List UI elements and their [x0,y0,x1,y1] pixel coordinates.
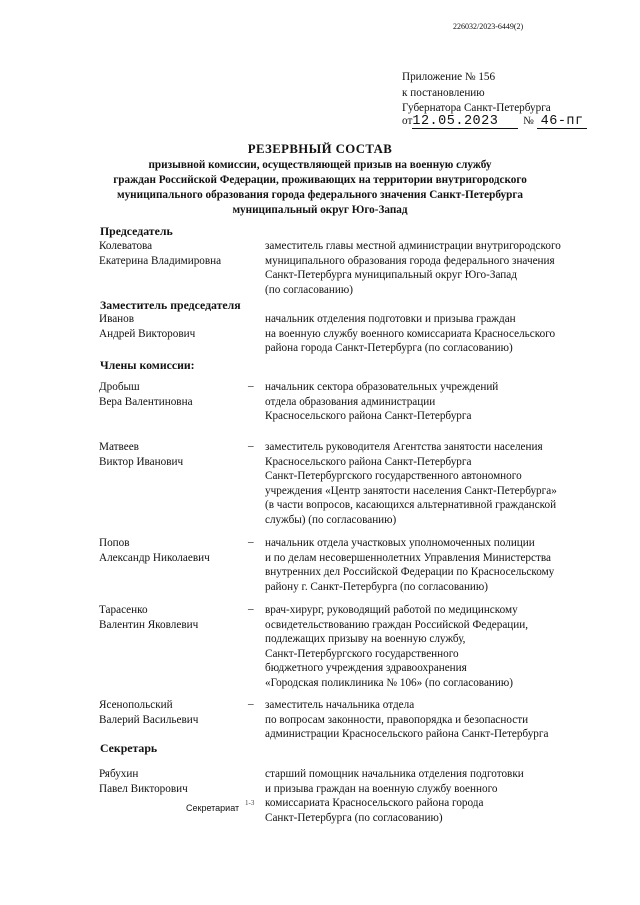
number-prefix: № [523,115,534,127]
surname: Иванов [99,313,135,325]
given-name: Екатерина Владимировна [99,254,222,267]
appendix-line-1: Приложение № 156 [402,71,496,83]
surname: Дробыш [99,381,140,393]
dash-separator: – [248,380,254,392]
person-member-4-name [99,603,198,632]
section-members: Члены комиссии: [100,358,195,372]
position-line: внутренних дел Российской Федерации по Красносельскому [265,566,555,579]
document-number: 226032/2023-6449(2) [453,22,524,31]
person-member-2-position [265,440,557,528]
person-member-3-position [265,536,554,594]
position-line: службы) (по согласованию) [265,513,397,526]
position-line: начальник отдела участковых уполномоченных полиции [265,537,535,549]
date-field [412,115,518,129]
date-prefix: от [402,115,413,127]
position-line: старший помощник начальника отделения подготовки [265,768,524,780]
given-name: Вера Валентиновна [99,395,193,408]
dash-separator: – [248,440,254,452]
person-member-4-position [265,603,528,691]
position-line: начальник сектора образовательных учреждений [265,381,499,393]
position-line: и призыва граждан на военную службу военного [265,782,498,795]
person-secretary-position [265,767,524,825]
section-deputy: Заместитель председателя [100,298,241,312]
position-line: Санкт-Петербургского государственного [265,647,459,660]
dash-separator: – [248,603,254,615]
given-name: Виктор Иванович [99,455,184,468]
subtitle-line-1: призывной комиссии, осуществляющей призыв на военную службу [148,159,492,171]
subtitle-line-2: граждан Российской Федерации, проживающих на территории внутригородского [113,174,527,186]
given-name: Александр Николаевич [99,551,210,564]
position-line: района города Санкт-Петербурга (по согласованию) [265,342,513,355]
person-secretary-name [99,767,188,796]
position-line: освидетельствованию граждан Российской Федерации, [265,618,529,631]
person-chairman-position [265,239,561,297]
surname: Тарасенко [99,604,148,616]
position-line: Санкт-Петербурга муниципальный округ Юго-Запад [265,269,517,282]
surname: Рябухин [99,768,139,780]
person-member-1-name [99,380,193,409]
position-line: комиссариата Красносельского района города [265,797,484,810]
position-line: (по согласованию) [265,283,353,296]
person-deputy-position [265,312,555,356]
position-line: бюджетного учреждения здравоохранения [265,662,467,675]
position-line: учреждения «Центр занятости населения Санкт-Петербурга» [265,484,557,497]
surname: Попов [99,537,130,549]
position-line: Красносельского района Санкт-Петербурга [265,410,472,423]
person-chairman-name [99,239,221,268]
position-line: по вопросам законности, правопорядка и безопасности [265,713,529,726]
person-member-5-position [265,698,548,742]
position-line: району г. Санкт-Петербурга (по согласованию) [265,580,488,593]
secretariat-stamp: Секретариат [186,803,240,813]
position-line: на военную службу военного комиссариата Красносельского [265,327,556,340]
subtitle-line-4: муниципальный округ Юго-Запад [232,204,408,216]
position-line: (в части вопросов, касающихся альтернативной гражданской [265,499,557,512]
dash-separator: – [248,698,254,710]
given-name: Павел Викторович [99,782,188,795]
position-line: начальник отделения подготовки и призыва граждан [265,313,516,325]
surname: Ясенопольский [99,699,173,711]
position-line: муниципального образования города федерального значения [265,254,555,267]
position-line: администрации Красносельского района Санкт-Петербурга [265,728,549,741]
given-name: Валерий Васильевич [99,713,199,726]
stamp-mark: 1-3 [245,799,255,807]
given-name: Андрей Викторович [99,327,196,340]
appendix-line-2: к постановлению [402,87,485,99]
subtitle-line-3: муниципального образования города федерального значения Санкт-Петербурга [116,189,524,201]
surname: Колеватова [99,240,153,252]
position-line: заместитель главы местной администрации внутригородского [265,240,561,252]
person-member-1-position [265,380,498,424]
position-line: Красносельского района Санкт-Петербурга [265,455,472,468]
date-value: 12.05.2023 [412,114,499,129]
position-line: «Городская поликлиника № 106» (по согласованию) [265,676,513,689]
person-deputy-name [99,312,195,341]
section-chairman: Председатель [100,224,173,238]
position-line: Санкт-Петербурга (по согласованию) [265,811,443,824]
given-name: Валентин Яковлевич [99,618,199,631]
number-value: 46-пг [540,114,584,129]
dash-separator: – [248,536,254,548]
number-field [537,115,587,129]
person-member-2-name [99,440,183,469]
position-line: врач-хирург, руководящий работой по медицинскому [265,604,518,616]
position-line: заместитель руководителя Агентства занятости населения [265,441,543,453]
person-member-3-name [99,536,210,565]
section-secretary: Секретарь [100,741,158,755]
position-line: Санкт-Петербургского государственного автономного [265,470,522,483]
appendix-date-line [402,114,587,130]
position-line: заместитель начальника отдела [265,699,415,711]
document-title: РЕЗЕРВНЫЙ СОСТАВ [247,142,393,156]
person-member-5-name [99,698,198,727]
surname: Матвеев [99,441,139,453]
position-line: отдела образования администрации [265,395,436,408]
position-line: и по делам несовершеннолетних Управления Министерства [265,551,551,564]
appendix-line-3: Губернатора Санкт-Петербурга [402,102,551,114]
position-line: подлежащих призыву на военную службу, [265,633,466,646]
